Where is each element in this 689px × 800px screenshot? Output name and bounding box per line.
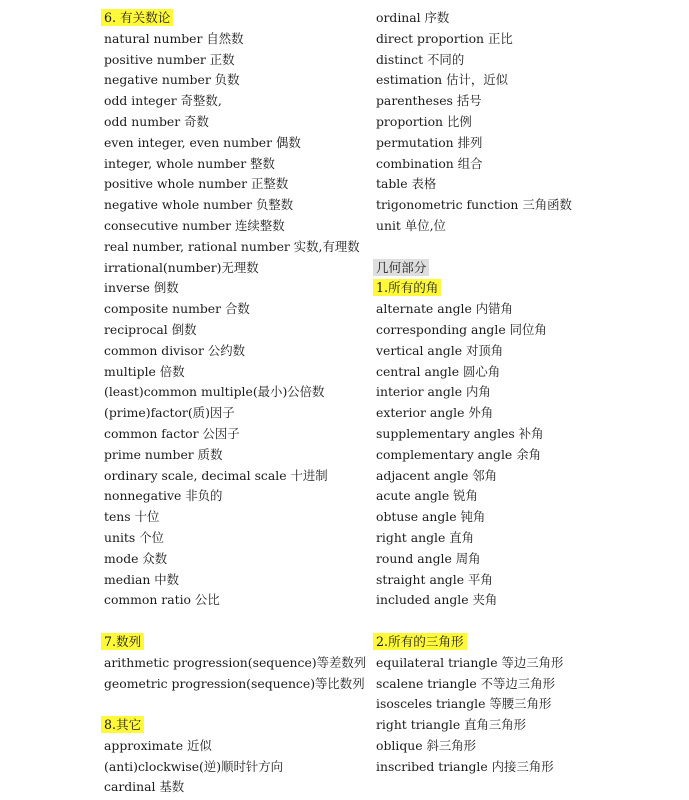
vocab-entry: reciprocal 倒数 xyxy=(104,321,197,337)
number-theory-list xyxy=(104,29,366,611)
vocab-entry: odd integer 奇整数, xyxy=(104,93,222,109)
spacer xyxy=(376,237,676,258)
left-column xyxy=(104,8,366,798)
highlight-marker: 6. 有关数论 xyxy=(101,9,173,26)
vocab-entry: tens 十位 xyxy=(104,509,160,525)
vocab-entry: direct proportion 正比 xyxy=(376,30,513,46)
vocab-entry: multiple 倍数 xyxy=(104,363,185,379)
vocab-entry: arithmetic progression(sequence)等差数列 xyxy=(104,654,367,670)
number-theory-continued-list xyxy=(376,8,676,237)
vocab-entry: central angle 圆心角 xyxy=(376,363,501,379)
vocab-entry: geometric progression(sequence)等比数列 xyxy=(104,675,365,691)
vocab-entry: interior angle 内角 xyxy=(376,384,491,400)
vocab-entry: negative whole number 负整数 xyxy=(104,197,294,213)
vocab-entry: vertical angle 对顶角 xyxy=(376,342,504,358)
vocab-entry: irrational(number)无理数 xyxy=(104,259,259,275)
vocab-entry: nonnegative 非负的 xyxy=(104,488,223,504)
right-column xyxy=(376,8,676,777)
section-heading-other xyxy=(104,715,366,736)
angles-list xyxy=(376,299,676,611)
vocab-entry: (anti)clockwise(逆)顺时针方向 xyxy=(104,758,284,774)
vocab-entry: negative number 负数 xyxy=(104,72,240,88)
vocab-entry: common ratio 公比 xyxy=(104,592,220,608)
vocab-entry: ordinal 序数 xyxy=(376,10,450,25)
vocab-entry: odd number 奇数 xyxy=(104,113,209,129)
vocab-entry: permutation 排列 xyxy=(376,134,483,150)
vocab-entry: oblique 斜三角形 xyxy=(376,737,477,753)
vocab-entry: median 中数 xyxy=(104,571,180,587)
spacer xyxy=(376,611,676,632)
vocab-entry: distinct 不同的 xyxy=(376,51,465,67)
section-heading-triangles xyxy=(376,632,676,653)
vocab-entry: right triangle 直角三角形 xyxy=(376,717,527,733)
spacer xyxy=(104,611,366,632)
highlight-marker: 7.数列 xyxy=(101,633,144,650)
vocab-entry: adjacent angle 邻角 xyxy=(376,467,498,483)
vocab-entry: composite number 合数 xyxy=(104,301,250,317)
vocab-entry: positive whole number 正整数 xyxy=(104,176,289,192)
vocab-entry: scalene triangle 不等边三角形 xyxy=(376,675,555,691)
vocab-entry: approximate 近似 xyxy=(104,737,212,753)
sequences-list xyxy=(104,653,366,695)
vocab-entry: round angle 周角 xyxy=(376,550,481,566)
vocab-entry: proportion 比例 xyxy=(376,113,472,129)
geometry-heading xyxy=(376,258,676,279)
vocab-entry: corresponding angle 同位角 xyxy=(376,321,547,337)
vocab-entry: mode 众数 xyxy=(104,550,168,566)
section-heading-number-theory xyxy=(104,8,366,29)
vocab-entry: trigonometric function 三角函数 xyxy=(376,197,572,213)
vocab-entry: (prime)factor(质)因子 xyxy=(104,405,235,421)
vocab-entry: (least)common multiple(最小)公倍数 xyxy=(104,384,325,400)
triangles-list xyxy=(376,653,676,778)
highlight-marker: 1.所有的角 xyxy=(373,279,441,296)
vocab-entry: ordinary scale, decimal scale 十进制 xyxy=(104,467,328,483)
vocab-entry: equilateral triangle 等边三角形 xyxy=(376,654,564,670)
vocab-entry: supplementary angles 补角 xyxy=(376,425,544,441)
vocab-entry: cardinal 基数 xyxy=(104,779,185,795)
vocab-entry: positive number 正数 xyxy=(104,51,235,67)
vocab-entry: consecutive number 连续整数 xyxy=(104,217,285,233)
vocab-entry: exterior angle 外角 xyxy=(376,405,494,421)
section-heading-sequences xyxy=(104,632,366,653)
vocab-entry: common divisor 公约数 xyxy=(104,342,245,358)
gray-highlight-marker: 几何部分 xyxy=(373,259,429,276)
vocab-entry: right angle 直角 xyxy=(376,529,475,545)
vocab-entry: table 表格 xyxy=(376,176,437,192)
vocab-entry: combination 组合 xyxy=(376,155,483,171)
vocab-entry: included angle 夹角 xyxy=(376,592,498,608)
vocab-entry: even integer, even number 偶数 xyxy=(104,134,301,150)
vocab-entry: parentheses 括号 xyxy=(376,93,482,109)
vocab-entry: acute angle 锐角 xyxy=(376,488,478,504)
vocab-entry: alternate angle 内错角 xyxy=(376,301,513,317)
vocab-entry: straight angle 平角 xyxy=(376,571,493,587)
highlight-marker: 2.所有的三角形 xyxy=(373,633,467,650)
vocab-entry: unit 单位,位 xyxy=(376,217,446,233)
vocab-entry: common factor 公因子 xyxy=(104,425,240,441)
vocab-entry: natural number 自然数 xyxy=(104,30,244,46)
other-list xyxy=(104,736,366,798)
vocab-entry: units 个位 xyxy=(104,529,164,545)
highlight-marker: 8.其它 xyxy=(101,716,144,733)
vocab-entry: inverse 倒数 xyxy=(104,280,179,296)
vocab-entry: obtuse angle 钝角 xyxy=(376,509,486,525)
spacer xyxy=(104,694,366,715)
vocab-entry: integer, whole number 整数 xyxy=(104,155,275,171)
vocab-entry: inscribed triangle 内接三角形 xyxy=(376,758,554,774)
vocab-entry: prime number 质数 xyxy=(104,446,223,462)
vocab-entry: isosceles triangle 等腰三角形 xyxy=(376,696,552,712)
vocab-entry: complementary angle 余角 xyxy=(376,446,541,462)
vocab-entry: real number, rational number 实数,有理数 xyxy=(104,238,360,254)
vocab-entry: estimation 估计，近似 xyxy=(376,72,509,88)
section-heading-angles xyxy=(376,278,676,299)
